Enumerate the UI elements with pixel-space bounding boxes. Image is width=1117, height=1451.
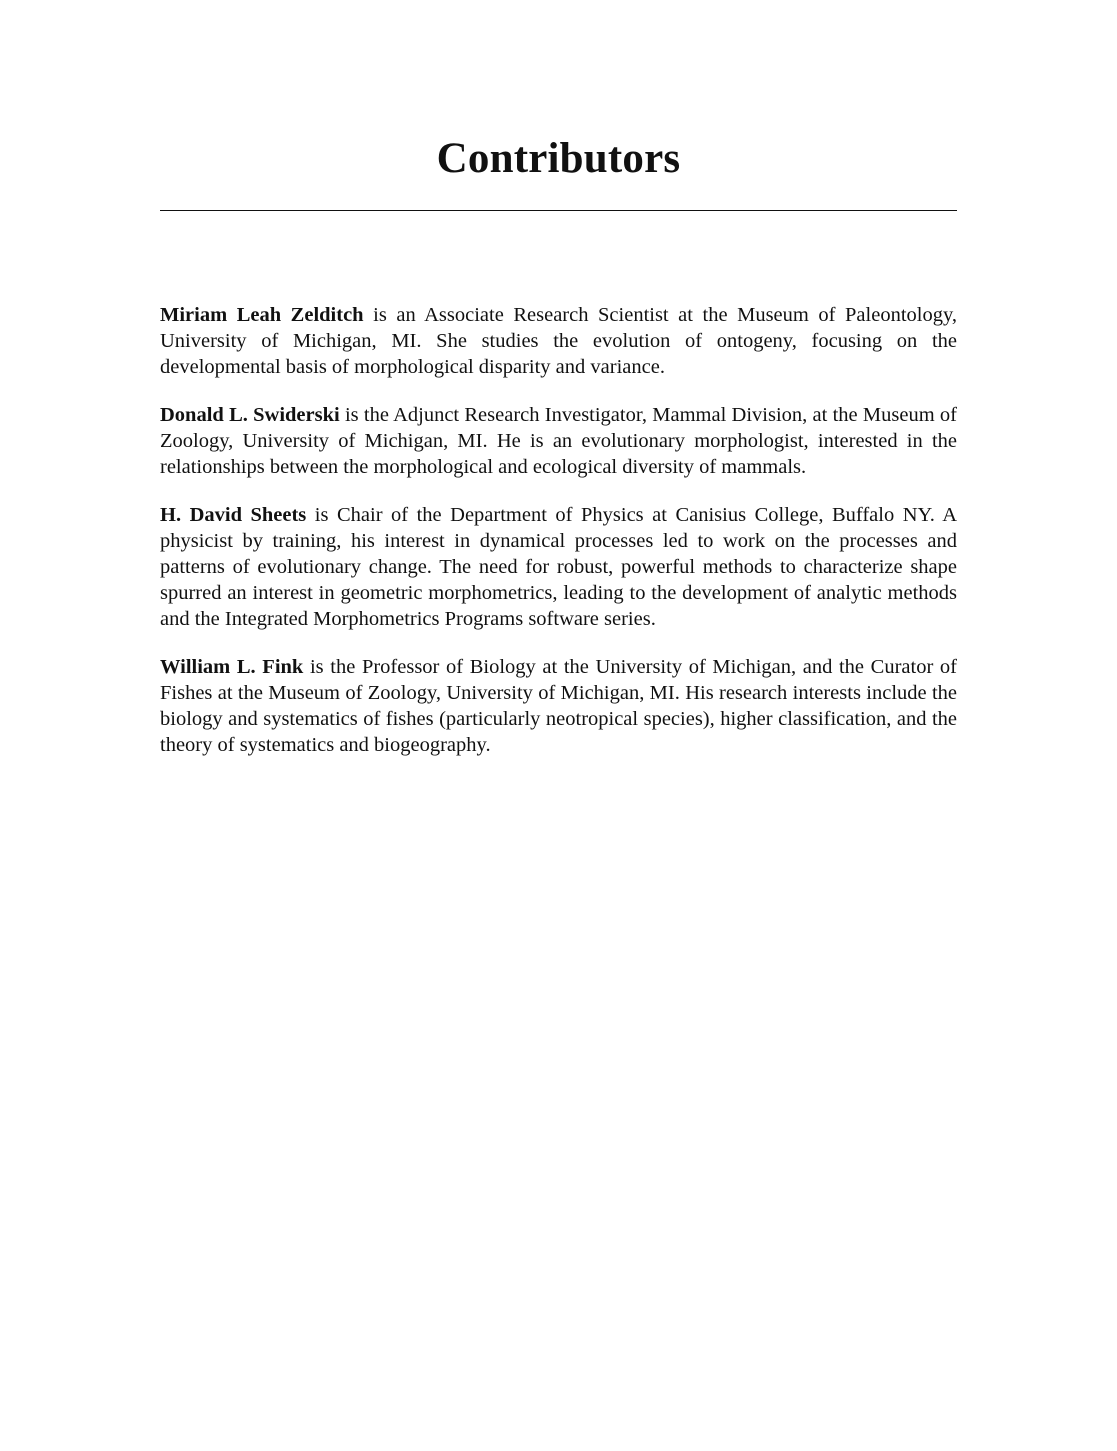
contributor-bio: is the Adjunct Research Investigator, Mammal Division, at the Museum of Zoology, University of Michigan, MI. He is an evolutionary morphologist, interested in the relationships between the morphological and ecological diversity of mammals. xyxy=(160,404,957,478)
contributor-entry xyxy=(160,302,957,380)
contributor-entry xyxy=(160,654,957,758)
contributor-name: Miriam Leah Zelditch xyxy=(160,304,364,326)
contributor-list xyxy=(160,302,957,780)
title-rule xyxy=(160,210,957,211)
contributor-name: H. David Sheets xyxy=(160,504,307,526)
contributor-bio: is an Associate Research Scientist at the Museum of Paleontology, University of Michigan, MI. She studies the evolution of ontogeny, focusing on the developmental basis of morphological disparity and variance. xyxy=(160,304,957,378)
contributor-bio: is Chair of the Department of Physics at Canisius College, Buffalo NY. A physicist by training, his interest in dynamical processes led to work on the processes and patterns of evolutionary change. The need for robust, powerful methods to characterize shape spurred an interest in geometric morphometrics, leading to the development of analytic methods and the Integrated Morphometrics Programs software series. xyxy=(160,504,957,630)
contributor-entry xyxy=(160,502,957,632)
contributor-name: William L. Fink xyxy=(160,656,304,678)
page-title: Contributors xyxy=(436,135,681,182)
contributor-entry xyxy=(160,402,957,480)
contributor-name: Donald L. Swiderski xyxy=(160,404,340,426)
contributor-bio: is the Professor of Biology at the University of Michigan, and the Curator of Fishes at the Museum of Zoology, University of Michigan, MI. His research interests include the biology and systematics of fishes (particularly neotropical species), higher classification, and the theory of systematics and biogeography. xyxy=(160,656,957,756)
